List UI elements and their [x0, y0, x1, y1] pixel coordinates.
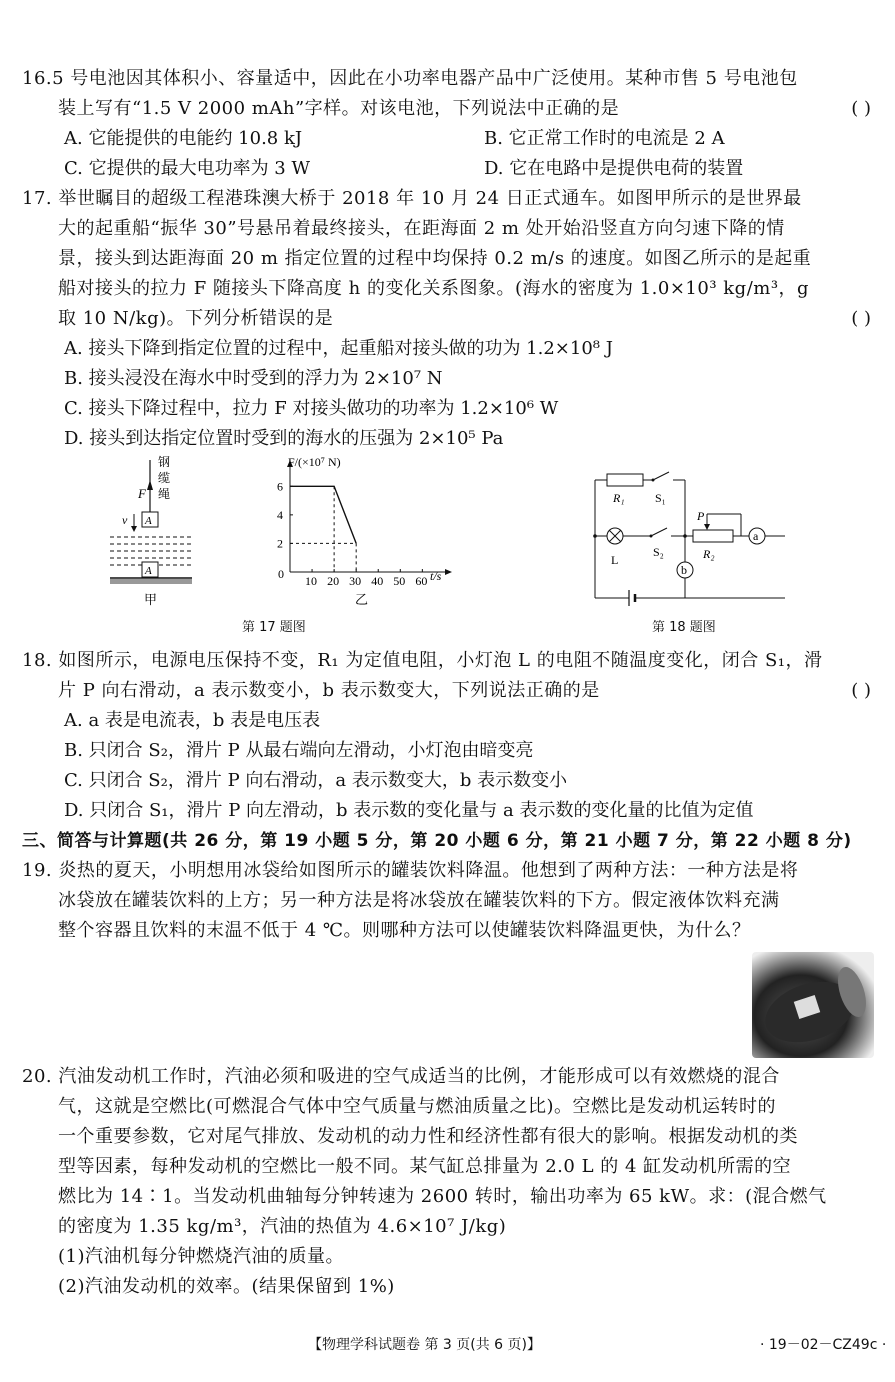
- fig17-yi-chart: [270, 452, 460, 612]
- series-line: [290, 486, 356, 543]
- resistor-r1: [607, 474, 643, 486]
- q16-option-d: D. 它在电路中是提供电荷的装置: [484, 158, 744, 179]
- q16-line-2: 装上写有“1.5 V 2000 mAh”字样。对该电池，下列说法中正确的是: [58, 98, 620, 119]
- q18-line-1: 18. 如图所示，电源电压保持不变，R₁ 为定值电阻，小灯泡 L 的电阻不随温度变化，闭合 S₁，滑: [22, 650, 823, 671]
- q17-line-3: 景，接头到达距海面 20 m 指定位置的过程中均保持 0.2 m/s 的速度。如图乙所示的是起重: [58, 248, 812, 269]
- switch-s1: [653, 472, 669, 480]
- meter-b-label: b: [681, 563, 687, 577]
- lamp-label: L: [611, 553, 619, 567]
- q18-answer-blank: ( ): [851, 680, 871, 701]
- switch-s1-pivot: [652, 479, 655, 482]
- rope-label-3: 绳: [158, 487, 171, 501]
- q19-line-1: 19. 炎热的夏天，小明想用冰袋给如图所示的罐装饮料降温。他想到了两种方法：一种方法是将: [22, 860, 799, 881]
- q17-option-c: C. 接头下降过程中，拉力 F 对接头做功的功率为 1.2×10⁶ W: [64, 398, 559, 419]
- q20-line-4: 型等因素，每种发动机的空燃比一般不同。某气缸总排量为 2.0 L 的 4 缸发动机所需的空: [58, 1156, 792, 1177]
- y-tick-label: 4: [277, 507, 283, 522]
- q17-line-5: 取 10 N/kg)。下列分析错误的是: [58, 308, 334, 329]
- q20-sub-1: (1)汽油机每分钟燃烧汽油的质量。: [58, 1246, 344, 1267]
- q16-option-c: C. 它提供的最大电功率为 3 W: [64, 158, 310, 179]
- chart-marks: [290, 486, 356, 572]
- beverage-can-icon: [752, 952, 874, 1058]
- rope-label-1: 钢: [158, 455, 171, 469]
- s1-label: S₁: [655, 491, 666, 505]
- x-tick-label: 40: [371, 574, 384, 588]
- fig17-caption: 第 17 题图: [242, 620, 306, 635]
- footer-page-info: 【物理学科试题卷 第 3 页(共 6 页)】: [308, 1337, 541, 1353]
- q19-line-2: 冰袋放在罐装饮料的上方；另一种方法是将冰袋放在罐装饮料的下方。假定液体饮料充满: [58, 890, 780, 911]
- q20-line-6: 的密度为 1.35 kg/m³，汽油的热值为 4.6×10⁷ J/kg): [58, 1216, 507, 1237]
- p-label: P: [697, 509, 705, 523]
- y-tick-label: 2: [277, 536, 283, 551]
- joint-label-bottom: A: [145, 565, 152, 577]
- chart-axes: [277, 460, 452, 588]
- switch-s2-pivot: [650, 535, 653, 538]
- rheostat-r2: [693, 530, 733, 542]
- q16-answer-blank: ( ): [851, 98, 871, 119]
- beverage-can-photo: [752, 952, 874, 1058]
- q17-line-4: 船对接头的拉力 F 随接头下降高度 h 的变化关系图象。(海水的密度为 1.0×10³ kg/m³，g: [58, 278, 810, 299]
- force-label: F: [138, 486, 146, 501]
- chart-x-title: t/s: [430, 569, 442, 583]
- x-tick-label: 50: [393, 574, 406, 588]
- q20-line-5: 燃比为 14∶1。当发动机曲轴每分钟转速为 2600 转时，输出功率为 65 kW。求：(混合燃气: [58, 1186, 827, 1207]
- fig17-yi-label: 乙: [355, 592, 369, 607]
- x-tick-label: 30: [349, 574, 362, 588]
- r2-label: R₂: [703, 547, 715, 561]
- q17-line-1: 17. 举世瞩目的超级工程港珠澳大桥于 2018 年 10 月 24 日正式通车。如图甲所示的是世界最: [22, 188, 802, 209]
- q17-option-a: A. 接头下降到指定位置的过程中，起重船对接头做的功为 1.2×10⁸ J: [64, 338, 613, 359]
- q16-option-b: B. 它正常工作时的电流是 2 A: [484, 128, 725, 149]
- x-axis-arrow: [445, 569, 452, 575]
- fig17-jia-diagram: [100, 452, 220, 612]
- q20-line-1: 20. 汽油发动机工作时，汽油必须和吸进的空气成适当的比例，才能形成可以有效燃烧的混合: [22, 1066, 780, 1087]
- slider-p-arrow: [704, 524, 710, 530]
- force-arrow: [147, 480, 153, 490]
- s2-label: S₂: [653, 545, 664, 559]
- footer-code: · 19－02－CZ49c ·: [760, 1337, 887, 1353]
- meter-a-label: a: [753, 529, 759, 543]
- fig18-caption: 第 18 题图: [652, 620, 716, 635]
- chart-y-title: F/(×10⁷ N): [288, 455, 341, 469]
- velocity-arrow-head: [131, 526, 137, 532]
- q20-line-3: 一个重要参数，它对尾气排放、发动机的动力性和经济性都有很大的影响。根据发动机的类: [58, 1126, 798, 1147]
- seabed-hatch: [110, 579, 192, 584]
- q17-option-b: B. 接头浸没在海水中时受到的浮力为 2×10⁷ N: [64, 368, 443, 389]
- q18-line-2: 片 P 向右滑动，a 表示数变小，b 表示数变大，下列说法正确的是: [58, 680, 600, 701]
- y-tick-label: 6: [277, 479, 283, 494]
- q18-option-b: B. 只闭合 S₂，滑片 P 从最右端向左滑动，小灯泡由暗变亮: [64, 740, 534, 761]
- q20-line-2: 气，这就是空燃比(可燃混合气体中空气质量与燃油质量之比)。空燃比是发动机运转时的: [58, 1096, 777, 1117]
- x-tick-label: 60: [415, 574, 428, 588]
- q18-option-a: A. a 表是电流表，b 表是电压表: [64, 710, 321, 731]
- velocity-label: v: [122, 513, 128, 527]
- r1-label: R₁: [613, 491, 625, 505]
- section-3-heading: 三、简答与计算题(共 26 分，第 19 小题 5 分，第 20 小题 6 分，第 21 小题 7 分，第 22 小题 8 分): [22, 831, 852, 851]
- q19-line-3: 整个容器且饮料的末温不低于 4 ℃。则哪种方法可以使罐装饮料降温更快，为什么？: [58, 920, 751, 941]
- x-tick-label: 10: [305, 574, 318, 588]
- q18-option-d: D. 只闭合 S₁，滑片 P 向左滑动，b 表示数的变化量与 a 表示数的变化量的比值为定值: [64, 800, 754, 821]
- fig18-circuit: [585, 462, 795, 612]
- q16-line-1: 16.5 号电池因其体积小、容量适中，因此在小功率电器产品中广泛使用。某种市售 5 号电池包: [22, 68, 798, 89]
- joint-label-top: A: [145, 515, 152, 527]
- q16-option-a: A. 它能提供的电能约 10.8 kJ: [64, 128, 303, 149]
- q17-line-2: 大的起重船“振华 30”号悬吊着最终接头，在距海面 2 m 处开始沿竖直方向匀速下降的情: [58, 218, 785, 239]
- switch-s2: [651, 528, 667, 536]
- q17-option-d: D. 接头到达指定位置时受到的海水的压强为 2×10⁵ Pa: [64, 428, 504, 449]
- q17-answer-blank: ( ): [851, 308, 871, 329]
- fig17-jia-label: 甲: [144, 592, 158, 607]
- x-tick-label: 20: [327, 574, 340, 588]
- chart-origin-label: 0: [278, 567, 284, 581]
- q18-option-c: C. 只闭合 S₂，滑片 P 向右滑动，a 表示数变大，b 表示数变小: [64, 770, 568, 791]
- q20-sub-2: (2)汽油发动机的效率。(结果保留到 1%): [58, 1276, 395, 1297]
- rope-label-2: 缆: [158, 471, 171, 485]
